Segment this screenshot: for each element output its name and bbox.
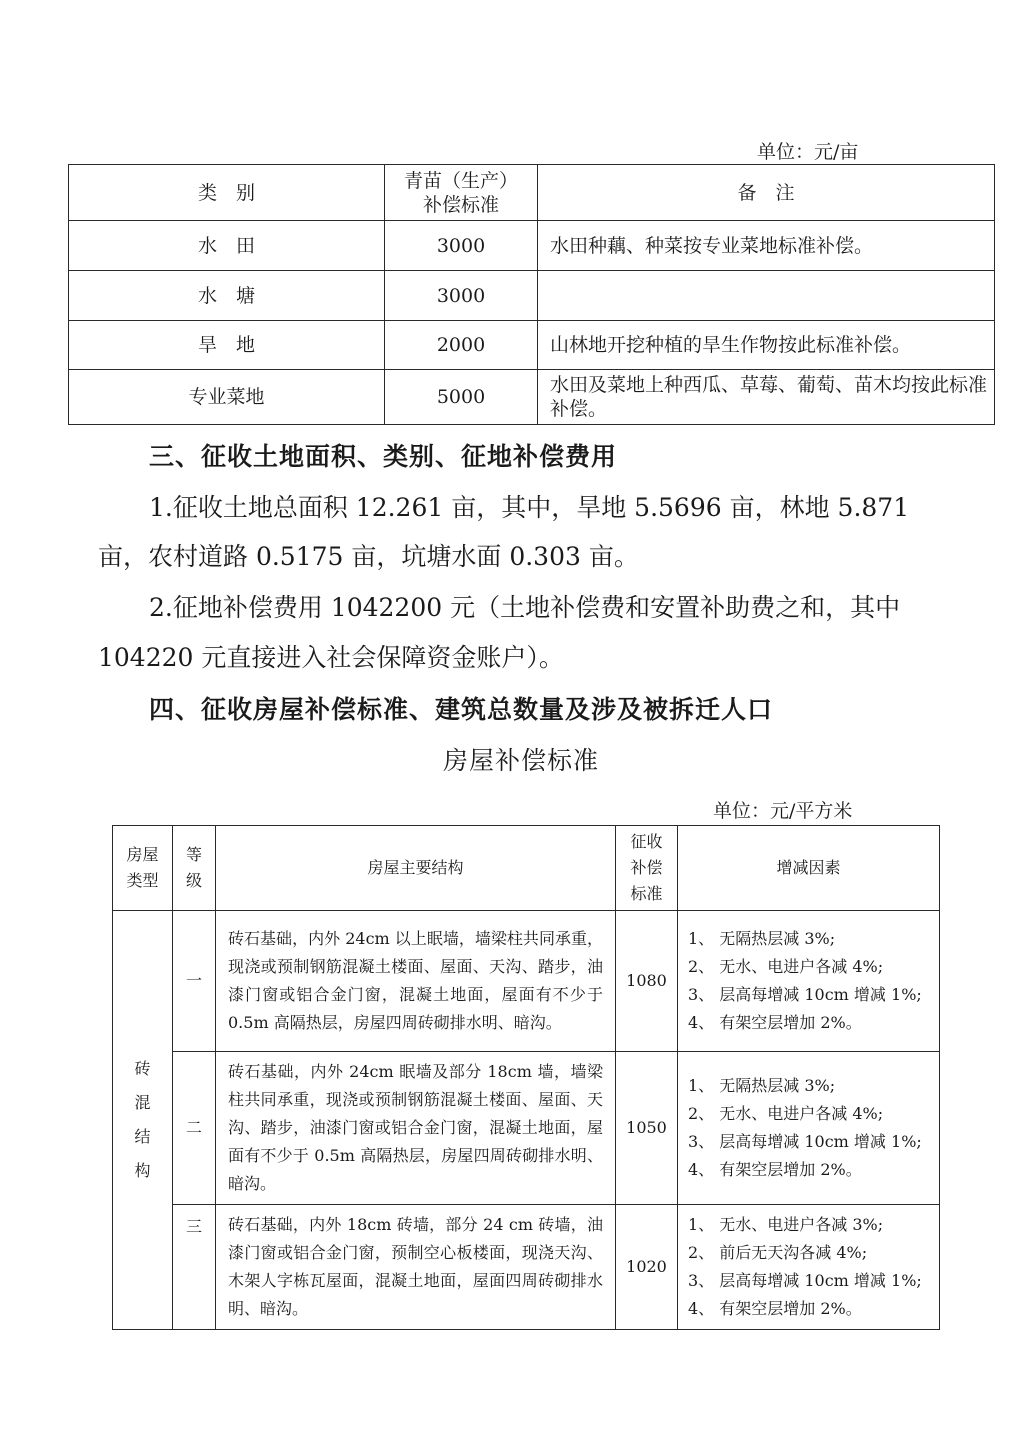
- row-standard: 2000: [385, 321, 538, 370]
- standard-cell: 1050: [616, 1052, 678, 1205]
- structure-cell: 砖石基础，内外 24cm 眠墙及部分 18cm 墙，墙梁柱共同承重，现浇或预制钢筋混凝土楼面、屋面、天沟、踏步，油漆门窗或铝合金门窗，混凝土地面，屋面有不少于 0.5m 高隔热层，房屋四周砖砌排水明、暗沟。: [216, 1052, 616, 1205]
- house-type-char: 混: [134, 1093, 151, 1112]
- table-row: [69, 321, 995, 370]
- factor-item: 2、 无水、电进户各减 4%;: [688, 1104, 884, 1123]
- factor-item: 3、 层高每增减 10cm 增减 1%;: [688, 985, 922, 1004]
- factor-item: 3、 层高每增减 10cm 增减 1%;: [688, 1271, 922, 1290]
- table-row: [69, 271, 995, 321]
- table-row: [69, 221, 995, 271]
- house-type-cell: [113, 911, 173, 1330]
- table-row: [113, 1205, 940, 1330]
- row-standard: 3000: [385, 271, 538, 321]
- crop-table-unit: 单位：元/亩: [757, 141, 859, 163]
- section3-para2-line2: 104220 元直接进入社会保障资金账户）。: [98, 643, 564, 672]
- header-standard: 青苗（生产）补偿标准: [385, 165, 538, 221]
- standard-cell: 1020: [616, 1205, 678, 1330]
- house-table-unit: 单位：元/平方米: [713, 800, 853, 822]
- table-row: [69, 370, 995, 425]
- factor-item: 2、 前后无天沟各减 4%;: [688, 1243, 868, 1262]
- house-type-char: 构: [134, 1161, 151, 1180]
- row-standard: 3000: [385, 221, 538, 271]
- factor-item: 1、 无隔热层减 3%;: [688, 929, 836, 948]
- header-standard-line2: 补偿: [630, 858, 663, 877]
- crop-compensation-table: [68, 164, 995, 425]
- header-category: 类 别: [69, 165, 385, 221]
- header-grade: [173, 826, 216, 911]
- row-note: [538, 271, 995, 321]
- header-grade-line2: 级: [185, 871, 202, 890]
- factor-item: 4、 有架空层增加 2%。: [688, 1160, 862, 1179]
- factors-cell: [678, 1052, 940, 1205]
- factor-item: 2、 无水、电进户各减 4%;: [688, 957, 884, 976]
- section3-para1-line1: 1.征收土地总面积 12.261 亩，其中，旱地 5.5696 亩，林地 5.871: [149, 493, 910, 522]
- row-note: 水田种藕、种菜按专业菜地标准补偿。: [538, 221, 995, 271]
- header-standard-line1: 征收: [630, 832, 663, 851]
- table-header-row: [69, 165, 995, 221]
- header-standard: [616, 826, 678, 911]
- section3-para2-line1: 2.征地补偿费用 1042200 元（土地补偿费和安置补助费之和，其中: [149, 593, 901, 622]
- house-type-char: 结: [134, 1127, 151, 1146]
- table-row: [113, 1052, 940, 1205]
- header-grade-line1: 等: [185, 845, 202, 864]
- header-factors: 增减因素: [678, 826, 940, 911]
- grade-cell: 一: [173, 911, 216, 1052]
- header-standard-line3: 标准: [630, 884, 663, 903]
- factor-item: 1、 无水、电进户各减 3%;: [688, 1215, 884, 1234]
- header-house-type-line1: 房屋: [126, 845, 159, 864]
- factor-item: 1、 无隔热层减 3%;: [688, 1076, 836, 1095]
- factors-cell: [678, 1205, 940, 1330]
- factors-cell: [678, 911, 940, 1052]
- table-header-row: [113, 826, 940, 911]
- factor-item: 4、 有架空层增加 2%。: [688, 1013, 862, 1032]
- header-note: 备 注: [538, 165, 995, 221]
- row-category: 水 塘: [69, 271, 385, 321]
- row-standard: 5000: [385, 370, 538, 425]
- house-compensation-table: [112, 825, 940, 1330]
- table-row: [113, 911, 940, 1052]
- house-table-title: 房屋补偿标准: [443, 746, 600, 775]
- factor-item: 3、 层高每增减 10cm 增减 1%;: [688, 1132, 922, 1151]
- structure-cell: 砖石基础，内外 24cm 以上眠墙，墙梁柱共同承重，现浇或预制钢筋混凝土楼面、屋面、天沟、踏步，油漆门窗或铝合金门窗，混凝土地面，屋面有不少于 0.5m 高隔热层，房屋四周砖砌排水明、暗沟。: [216, 911, 616, 1052]
- row-note: 山林地开挖种植的旱生作物按此标准补偿。: [538, 321, 995, 370]
- row-category: 专业菜地: [69, 370, 385, 425]
- row-note: 水田及菜地上种西瓜、草莓、葡萄、苗木均按此标准补偿。: [538, 370, 995, 425]
- structure-cell: 砖石基础，内外 18cm 砖墙，部分 24 cm 砖墙，油漆门窗或铝合金门窗，预制空心板楼面，现浇天沟、木架人字栋瓦屋面，混凝土地面，屋面四周砖砌排水明、暗沟。: [216, 1205, 616, 1330]
- section3-para1-line2: 亩，农村道路 0.5175 亩，坑塘水面 0.303 亩。: [98, 542, 639, 571]
- header-house-type-line2: 类型: [126, 871, 159, 890]
- row-category: 水 田: [69, 221, 385, 271]
- header-house-type: [113, 826, 173, 911]
- row-category: 旱 地: [69, 321, 385, 370]
- section3-heading: 三、征收土地面积、类别、征地补偿费用: [149, 442, 618, 471]
- grade-cell: 二: [173, 1052, 216, 1205]
- house-type-char: 砖: [134, 1059, 151, 1078]
- factor-item: 4、 有架空层增加 2%。: [688, 1299, 862, 1318]
- standard-cell: 1080: [616, 911, 678, 1052]
- section4-heading: 四、征收房屋补偿标准、建筑总数量及涉及被拆迁人口: [149, 695, 774, 724]
- grade-cell: 三: [173, 1205, 216, 1330]
- header-structure: 房屋主要结构: [216, 826, 616, 911]
